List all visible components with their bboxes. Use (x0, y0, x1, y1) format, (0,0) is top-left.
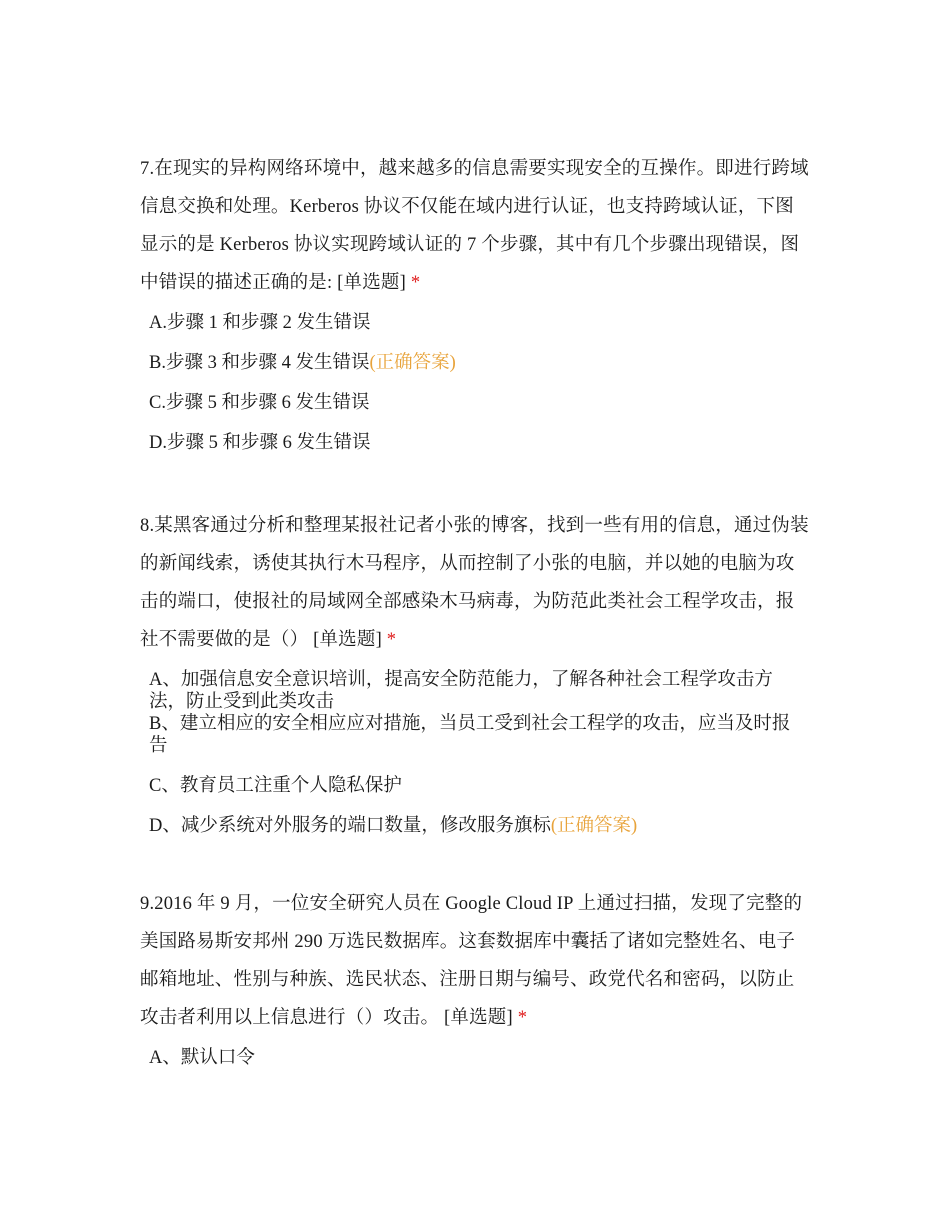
question-9 (140, 885, 812, 1087)
question-text: 2016 年 9 月，一位安全研究人员在 Google Cloud IP 上通过扫描，发现了完整的美国路易斯安邦州 290 万选民数据库。这套数据库中囊括了诸如完整姓名、电子邮箱地址、性别与种族、选民状态、注册日期与编号、政党代名和密码，以防止攻击者利用以上信息进行（）攻击。 [单选题] (140, 894, 803, 1028)
option-c (149, 392, 812, 414)
option-text: A.步骤 1 和步骤 2 发生错误 (149, 313, 371, 333)
option-a (149, 312, 812, 334)
question-number: 9. (140, 894, 155, 914)
required-asterisk: * (517, 1008, 528, 1028)
option-b (149, 352, 812, 374)
required-asterisk: * (386, 630, 397, 650)
option-text: A、加强信息安全意识培训，提高安全防范能力，了解各种社会工程学攻击方法，防止受到此类攻击 (149, 670, 773, 712)
correct-answer-tag: (正确答案) (369, 353, 456, 373)
question-8 (140, 507, 812, 855)
option-list (140, 312, 812, 454)
option-text: C.步骤 5 和步骤 6 发生错误 (149, 393, 370, 413)
question-stem (140, 150, 812, 302)
option-text: D.步骤 5 和步骤 6 发生错误 (149, 433, 371, 453)
question-stem (140, 507, 812, 659)
option-a (149, 669, 789, 713)
question-text: 某黑客通过分析和整理某报社记者小张的博客，找到一些有用的信息，通过伪装的新闻线索，诱使其执行木马程序，从而控制了小张的电脑，并以她的电脑为攻击的端口，使报社的局域网全部感染木马病毒，为防范此类社会工程学攻击，报社不需要做的是（） [单选题] (140, 516, 809, 650)
question-stem (140, 885, 812, 1037)
option-text: B.步骤 3 和步骤 4 发生错误 (149, 353, 370, 373)
option-text: D、减少系统对外服务的端口数量，修改服务旗标 (149, 816, 551, 836)
option-list (140, 669, 812, 837)
question-7 (140, 150, 812, 472)
option-a (149, 1047, 812, 1069)
question-number: 7. (140, 159, 155, 179)
option-text: B、建立相应的安全相应应对措施，当员工受到社会工程学的攻击，应当及时报告 (149, 714, 791, 756)
required-asterisk: * (410, 273, 421, 293)
option-c (149, 775, 812, 797)
option-b (149, 713, 801, 757)
option-d (149, 815, 812, 837)
option-text: C、教育员工注重个人隐私保护 (149, 776, 402, 796)
option-d (149, 432, 812, 454)
option-text: A、默认口令 (149, 1048, 255, 1068)
option-list (140, 1047, 812, 1069)
question-number: 8. (140, 516, 155, 536)
correct-answer-tag: (正确答案) (550, 816, 638, 836)
question-text: 在现实的异构网络环境中，越来越多的信息需要实现安全的互操作。即进行跨域信息交换和处理。Kerberos 协议不仅能在域内进行认证，也支持跨域认证，下图显示的是 Kerberos 协议实现跨域认证的 7 个步骤，其中有几个步骤出现错误，图中错误的描述正确的是: [单选题] (140, 159, 809, 293)
